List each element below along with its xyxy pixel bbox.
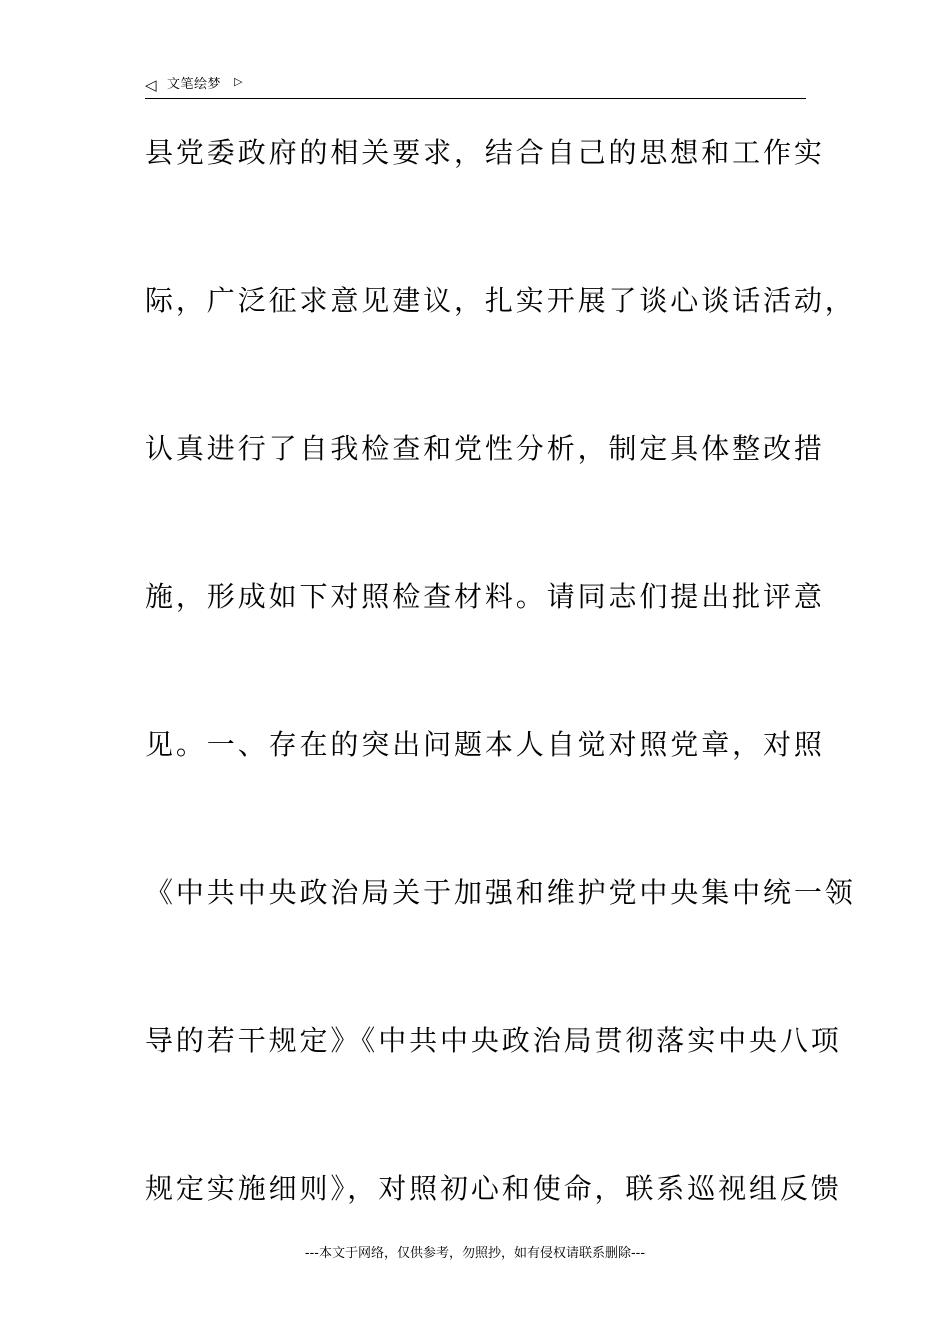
right-triangle-icon: ▷ xyxy=(234,75,243,88)
body-line: 施，形成如下对照检查材料。请同志们提出批评意 xyxy=(145,580,825,613)
page-footer: ---本文于网络，仅供参考，勿照抄，如有侵权请联系删除--- xyxy=(304,1246,646,1261)
left-triangle-icon: ◁ xyxy=(145,76,157,94)
document-body xyxy=(145,128,856,1312)
body-line: 导的若干规定》《中共中央政治局贯彻落实中央八项 xyxy=(145,1024,842,1057)
body-line: 见。一、存在的突出问题本人自觉对照党章，对照 xyxy=(145,728,825,761)
body-line: 认真进行了自我检查和党性分析，制定具体整改措 xyxy=(145,432,825,465)
page-header xyxy=(145,74,806,99)
body-line: 县党委政府的相关要求，结合自己的思想和工作实 xyxy=(145,136,825,169)
body-line: 际，广泛征求意见建议，扎实开展了谈心谈话活动， xyxy=(145,284,856,317)
body-line: 规定实施细则》，对照初心和使命，联系巡视组反馈 xyxy=(145,1172,842,1205)
header-title: 文笔绘梦 xyxy=(167,77,222,92)
body-line: 《中共中央政治局关于加强和维护党中央集中统一领 xyxy=(145,876,856,909)
